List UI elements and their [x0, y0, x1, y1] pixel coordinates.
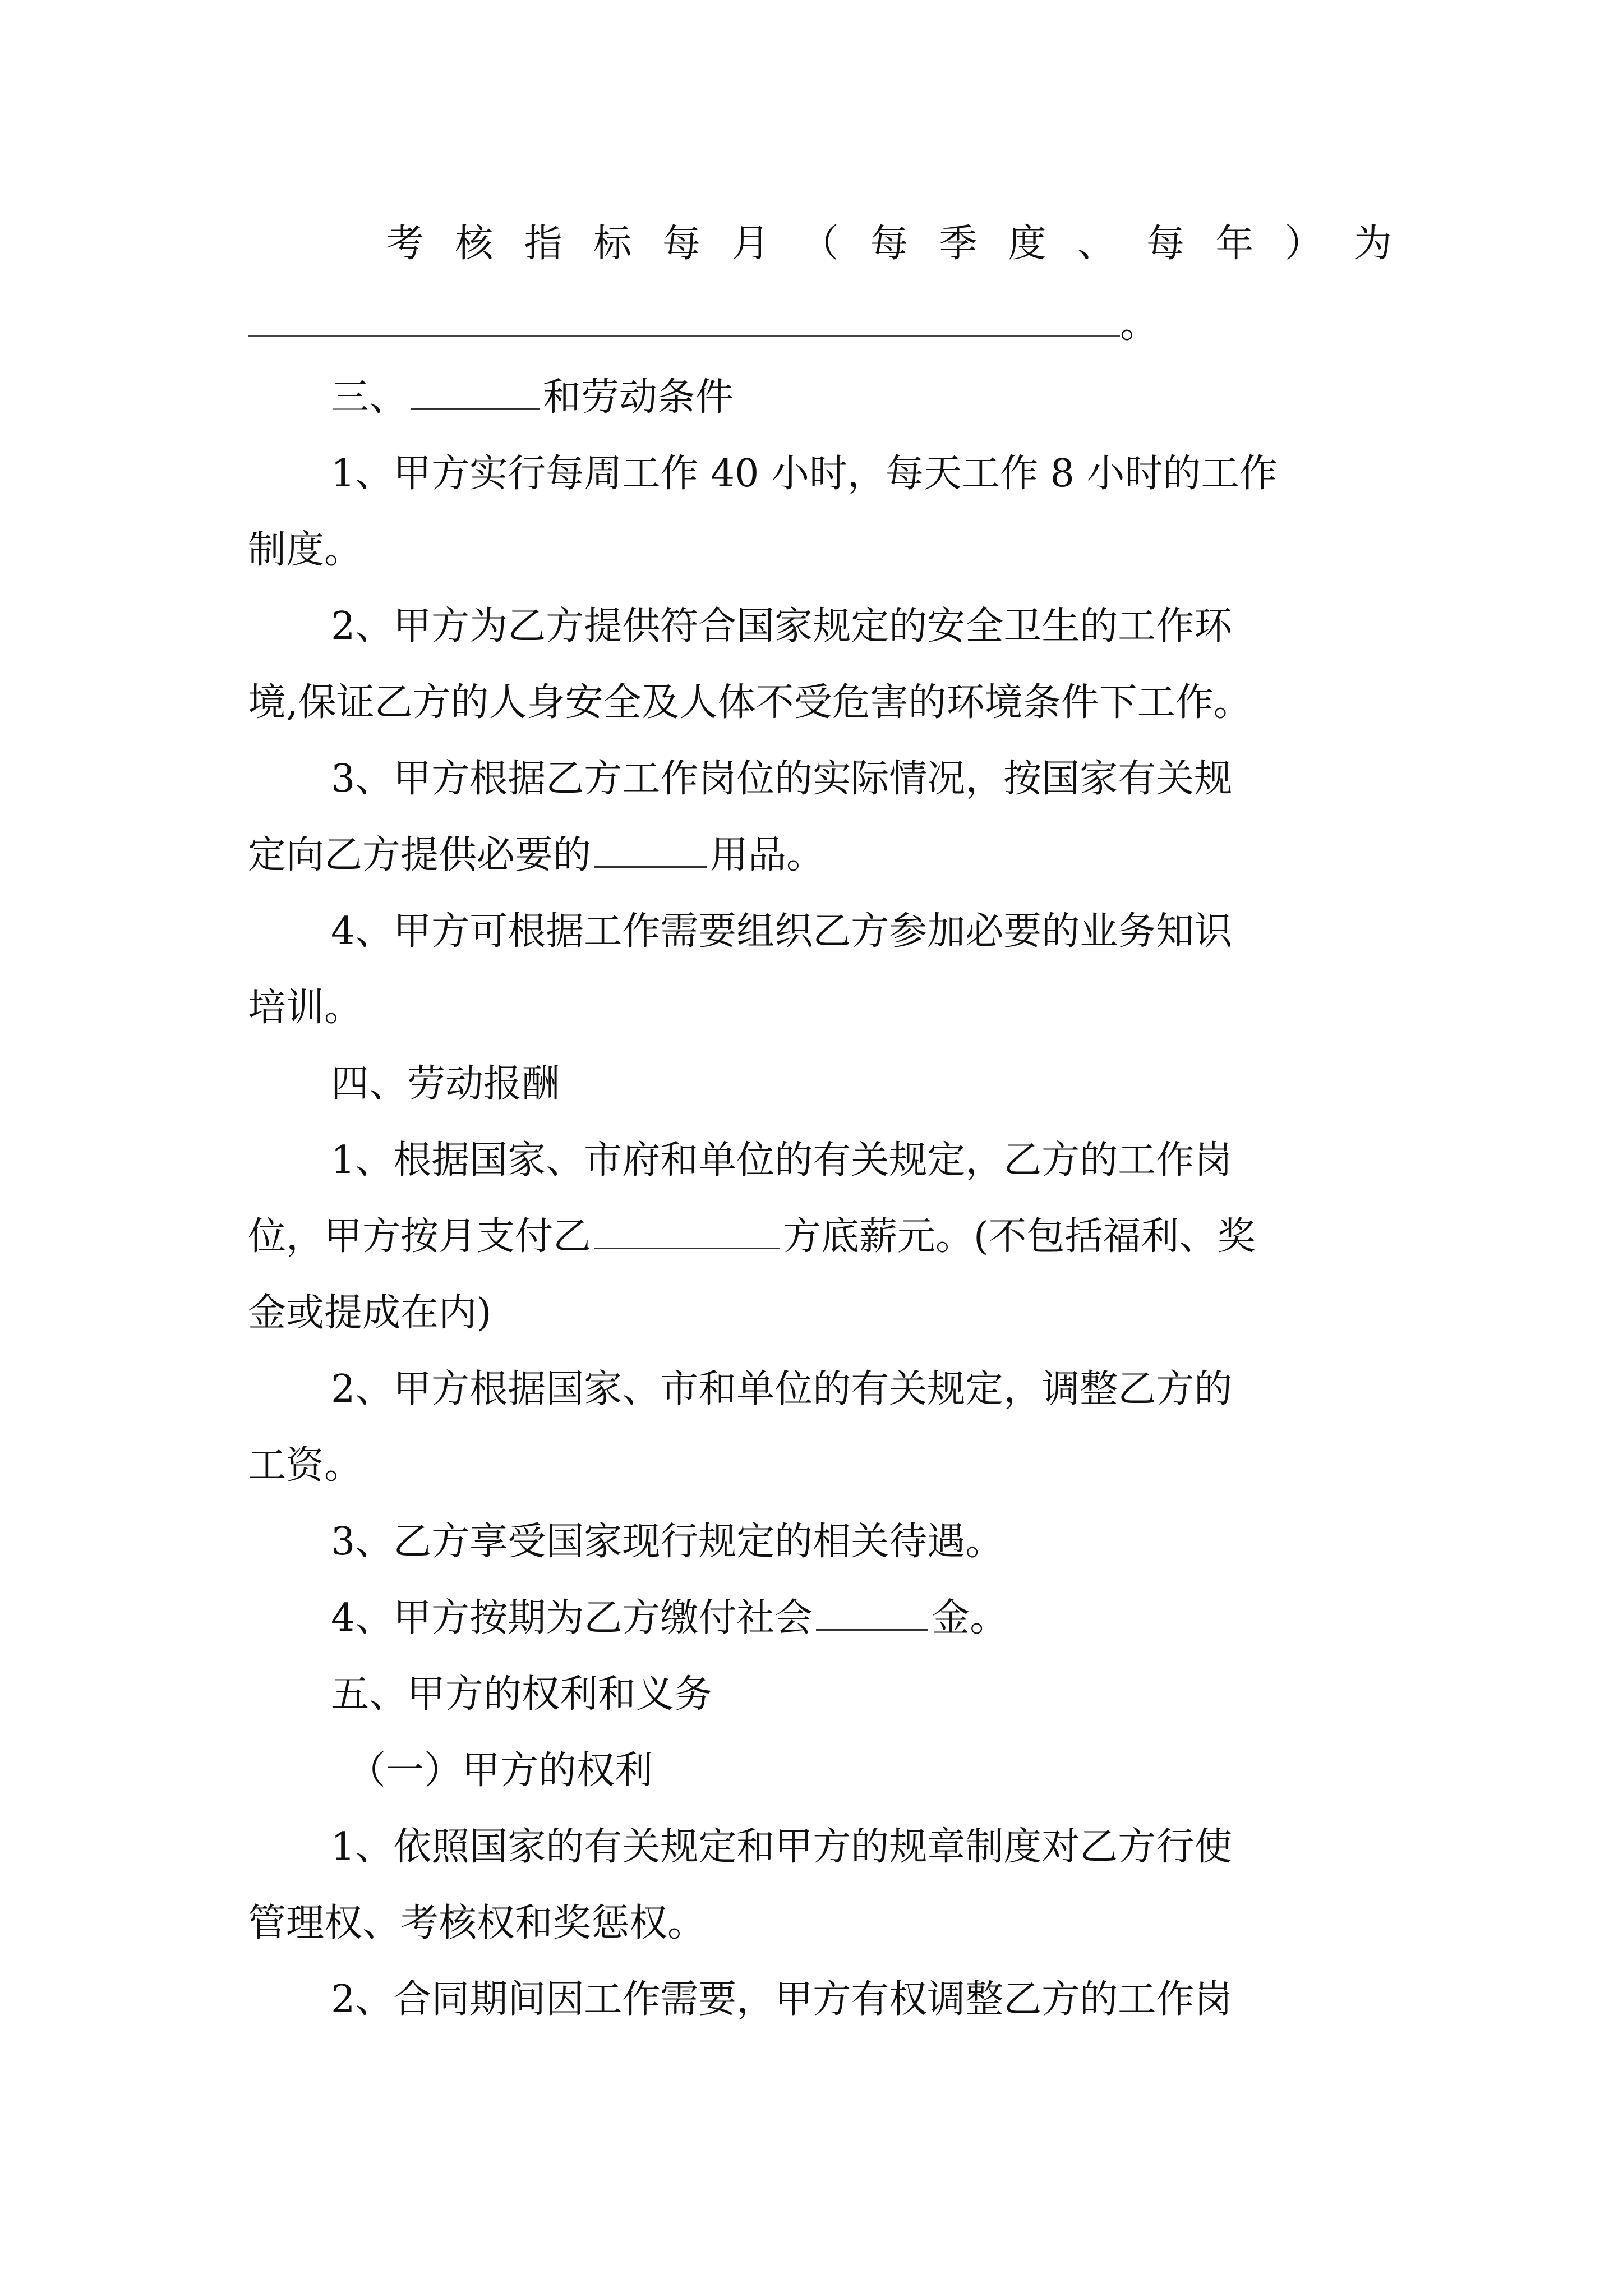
- kpi-char: 月: [731, 222, 770, 266]
- s3-item-2-cont: 境,保证乙方的人身安全及人体不受危害的环境条件下工作。: [248, 680, 1252, 725]
- kpi-blank-line: [248, 297, 1392, 348]
- kpi-char: 为: [1353, 222, 1392, 266]
- kpi-char: 核: [455, 222, 494, 266]
- s4-item-1-cont: 位，甲方按月支付乙 方底薪元。(不包括福利、奖: [248, 1212, 1392, 1262]
- kpi-char: 标: [593, 222, 631, 266]
- s3-item-2: 2、甲方为乙方提供符合国家规定的安全卫生的工作环: [331, 604, 1233, 648]
- kpi-line: [386, 219, 1392, 269]
- s4-item-2: 2、甲方根据国家、市和单位的有关规定，调整乙方的: [331, 1367, 1233, 1411]
- s5-item-2: 2、合同期间因工作需要，甲方有权调整乙方的工作岗: [331, 1977, 1233, 2022]
- kpi-char: 指: [524, 222, 562, 266]
- kpi-char: 考: [386, 222, 425, 266]
- kpi-char: 每: [1146, 222, 1185, 266]
- s3-item-3: 3、甲方根据乙方工作岗位的实际情况，按国家有关规: [331, 757, 1233, 801]
- s5-item-1: 1、依照国家的有关规定和甲方的规章制度对乙方行使: [331, 1825, 1233, 1869]
- kpi-char: 、: [1077, 222, 1115, 266]
- s3-item-1-cont: 制度。: [248, 528, 363, 572]
- s5-item-1-cont: 管理权、考核权和奖惩权。: [248, 1901, 706, 1945]
- s3-item-4-cont: 培训。: [248, 986, 363, 1030]
- kpi-char: ）: [1284, 222, 1323, 266]
- fill-blank: [594, 1213, 780, 1249]
- fill-blank: [248, 297, 1120, 337]
- fill-blank: [816, 1594, 928, 1631]
- s4-item-1-cont2: 金或提成在内): [248, 1291, 492, 1335]
- kpi-char: 每: [869, 222, 908, 266]
- kpi-char: 季: [939, 222, 978, 266]
- kpi-char: （: [800, 222, 839, 266]
- s4-item-3: 3、乙方享受国家现行规定的相关待遇。: [331, 1520, 1004, 1564]
- fill-blank: [411, 374, 540, 410]
- s3-item-1: 1、甲方实行每周工作 40 小时，每天工作 8 小时的工作: [331, 452, 1278, 496]
- s4-item-1: 1、根据国家、市府和单位的有关规定，乙方的工作岗: [331, 1138, 1233, 1182]
- kpi-char: 每: [662, 222, 701, 266]
- s3-item-4: 4、甲方可根据工作需要组织乙方参加必要的业务知识: [331, 909, 1233, 954]
- section-3-heading: 三、 和劳动条件: [331, 372, 1392, 423]
- kpi-char: 度: [1008, 222, 1046, 266]
- section-4-heading: 四、劳动报酬: [331, 1062, 560, 1106]
- section-5-sub-1: （一）甲方的权利: [348, 1749, 653, 1793]
- fill-blank: [594, 831, 707, 868]
- kpi-char: 年: [1215, 222, 1254, 266]
- s3-item-3-cont: 定向乙方提供必要的 用品。: [248, 830, 1392, 881]
- s4-item-2-cont: 工资。: [248, 1443, 363, 1488]
- section-5-heading: 五、甲方的权利和义务: [331, 1672, 713, 1717]
- s4-item-4: 4、甲方按期为乙方缴付社会 金。: [331, 1593, 1392, 1644]
- kpi-end: 。: [1120, 302, 1159, 347]
